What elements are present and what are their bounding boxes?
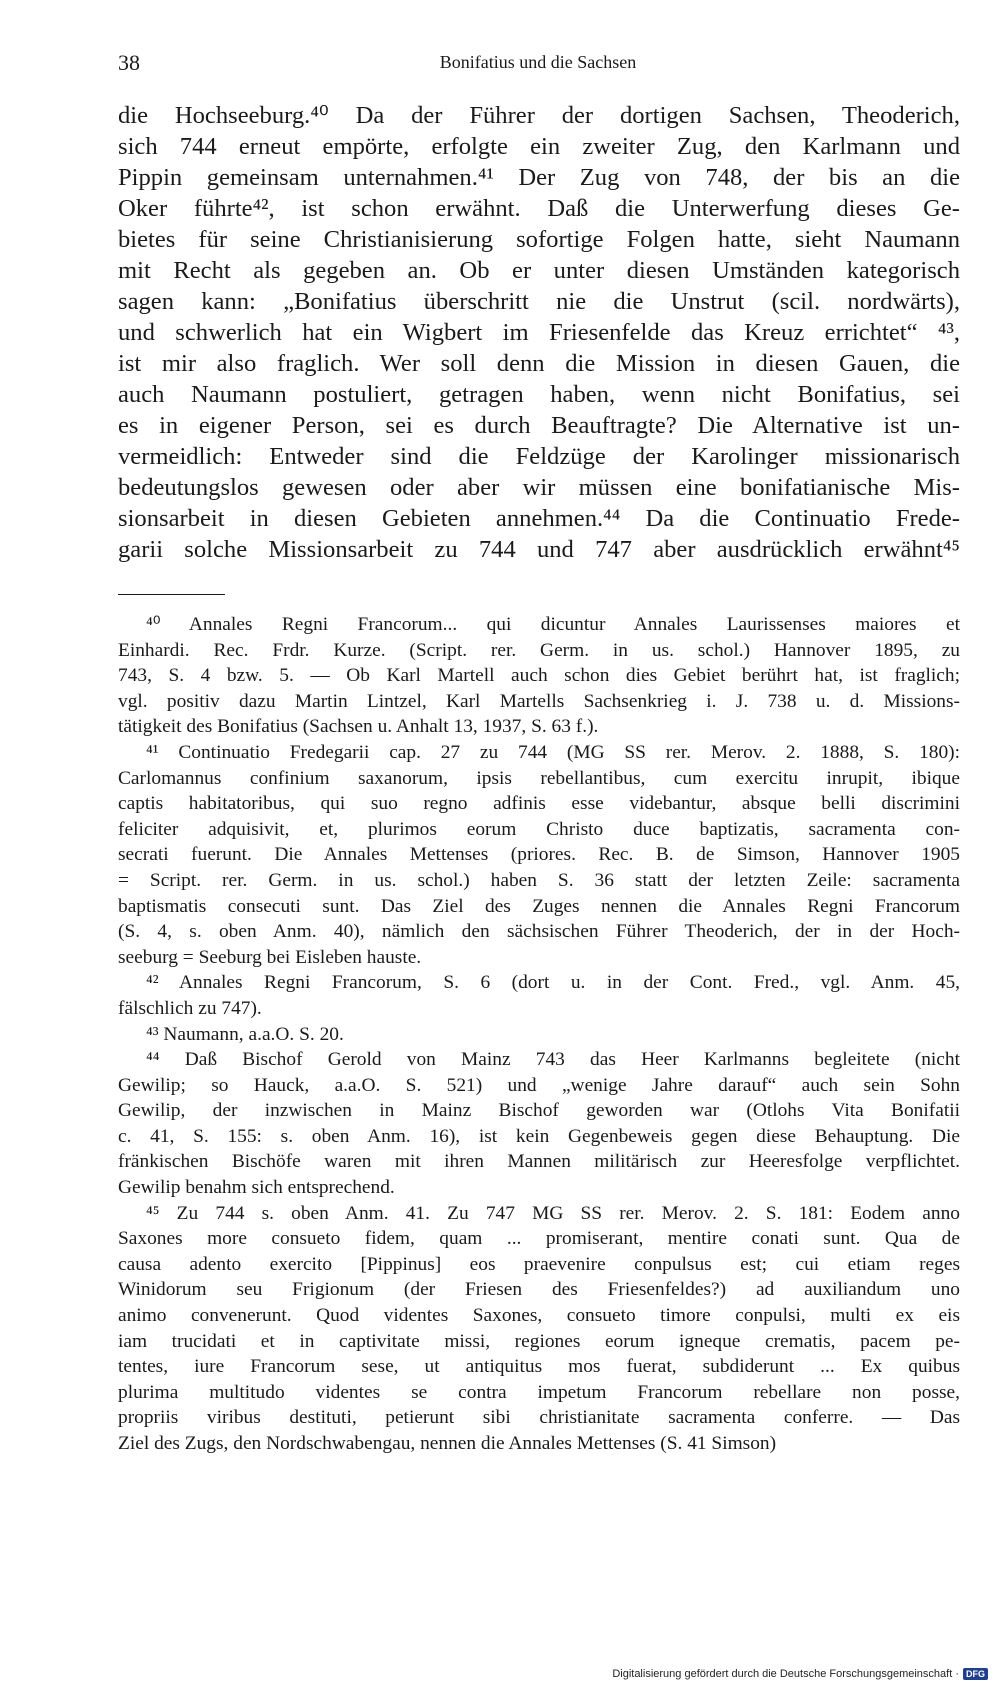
body-line: es in eigener Person, sei es durch Beauftragte? Die Alternative ist un- [118, 412, 960, 439]
footnote-line: ⁴⁴ Daß Bischof Gerold von Mainz 743 das Heer Karlmanns begleitete (nicht [146, 1049, 960, 1071]
body-line: vermeidlich: Entweder sind die Feldzüge der Karolinger missionarisch [118, 443, 960, 470]
footnote-line: c. 41, S. 155: s. oben Anm. 16), ist kein Gegenbeweis gegen diese Behauptung. Die [118, 1125, 960, 1147]
footnote-line: Saxones more consueto fidem, quam ... promiserant, mentire conati sunt. Qua de [118, 1228, 960, 1250]
footnote-line: captis habitatoribus, qui suo regno adfinis esse videbantur, absque belli discrimini [118, 793, 960, 815]
footnote-line: ⁴⁵ Zu 744 s. oben Anm. 41. Zu 747 MG SS rer. Merov. 2. S. 181: Eodem anno [146, 1202, 960, 1224]
footnote-line: Einhardi. Rec. Frdr. Kurze. (Script. rer. Germ. in us. schol.) Hannover 1895, zu [118, 639, 960, 661]
footnote-line: seeburg = Seeburg bei Eisleben hauste. [118, 946, 422, 968]
body-line: Pippin gemeinsam unternahmen.⁴¹ Der Zug von 748, der bis an die [118, 164, 960, 191]
footnote-line: Gewilip benahm sich entsprechend. [118, 1177, 395, 1199]
footnote-line: Gewilip; so Hauck, a.a.O. S. 521) und „wenige Jahre darauf“ auch sein Sohn [118, 1074, 960, 1096]
footnote-line: fälschlich zu 747). [118, 997, 262, 1019]
footnote-line: feliciter adquisivit, et, plurimos eorum Christo duce baptizatis, sacramenta con- [118, 818, 960, 840]
page-number: 38 [118, 50, 140, 75]
footnote-line: secrati fuerunt. Die Annales Mettenses (priores. Rec. B. de Simson, Hannover 1905 [118, 844, 960, 866]
body-line: sionsarbeit in diesen Gebieten annehmen.⁴⁴ Da die Continuatio Frede- [118, 505, 960, 532]
footnote-line: plurima multitudo videntes se contra impetum Francorum rebellare non posse, [118, 1381, 960, 1403]
footnote-line: = Script. rer. Germ. in us. schol.) haben S. 36 statt der letzten Zeile: sacramenta [118, 869, 960, 891]
body-text [118, 100, 960, 565]
page-header [118, 50, 958, 82]
body-line: sich 744 erneut empörte, erfolgte ein zweiter Zug, den Karlmann und [118, 133, 960, 160]
digitization-credit [612, 1668, 988, 1680]
body-line: sagen kann: „Bonifatius überschritt nie die Unstrut (scil. nordwärts), [118, 288, 960, 315]
footnote-line: animo convenerunt. Quod videntes Saxones, consueto timore conpulsi, multi ex eis [118, 1305, 960, 1327]
footnote-divider [118, 594, 225, 595]
footnote-line: Winidorum seu Frigionum (der Friesen des Friesenfeldes?) ad auxiliandum uno [118, 1279, 960, 1301]
footnote-line: fränkischen Bischöfe waren mit ihren Mannen militärisch zur Heeresfolge verpflichtet. [118, 1151, 960, 1173]
footnote-line: Gewilip, der inzwischen in Mainz Bischof geworden war (Otlohs Vita Bonifatii [118, 1100, 960, 1122]
footnote-line: ⁴¹ Continuatio Fredegarii cap. 27 zu 744 (MG SS rer. Merov. 2. 1888, S. 180): [146, 741, 960, 763]
footnote-line: 743, S. 4 bzw. 5. — Ob Karl Martell auch schon dies Gebiet berührt hat, ist fraglich; [118, 665, 960, 687]
footnote-line: vgl. positiv dazu Martin Lintzel, Karl Martells Sachsenkrieg i. J. 738 u. d. Missions- [118, 690, 960, 712]
footnote-line: (S. 4, s. oben Anm. 40), nämlich den sächsischen Führer Theoderich, der in der Hoch- [118, 921, 960, 943]
body-line: die Hochseeburg.⁴⁰ Da der Führer der dortigen Sachsen, Theoderich, [118, 102, 960, 129]
body-line: mit Recht als gegeben an. Ob er unter diesen Umständen kategorisch [118, 257, 960, 284]
footnote-line: Ziel des Zugs, den Nordschwabengau, nennen die Annales Mettenses (S. 41 Simson) [118, 1433, 777, 1454]
footnote-line: iam trucidati et in captivitate missi, regiones eorum igneque crematis, pacem pe- [118, 1330, 960, 1352]
footnote-line: ⁴³ Naumann, a.a.O. S. 20. [146, 1023, 344, 1045]
dfg-logo-icon: DFG [963, 1668, 988, 1680]
footnote-line: baptismatis consecuti sunt. Das Ziel des Zuges nennen die Annales Regni Francorum [118, 895, 960, 917]
body-line: bedeutungslos gewesen oder aber wir müssen eine bonifatianische Mis- [118, 474, 960, 501]
footnote-line: tätigkeit des Bonifatius (Sachsen u. Anhalt 13, 1937, S. 63 f.). [118, 716, 599, 738]
body-line: bietes für seine Christianisierung sofortige Folgen hatte, sieht Naumann [118, 226, 960, 253]
body-line: Oker führte⁴², ist schon erwähnt. Daß die Unterwerfung dieses Ge- [118, 195, 960, 222]
credit-text: Digitalisierung gefördert durch die Deutsche Forschungsgemeinschaft · [612, 1668, 959, 1680]
footnote-line: Carlomannus confinium saxanorum, ipsis rebellantibus, cum exercitu inrupit, ibique [118, 767, 960, 789]
body-line: und schwerlich hat ein Wigbert im Friesenfelde das Kreuz errichtet“ ⁴³, [118, 319, 960, 346]
footnotes [118, 612, 960, 1457]
body-line: garii solche Missionsarbeit zu 744 und 747 aber ausdrücklich erwähnt⁴⁵ [118, 536, 960, 563]
footnote-line: causa adento exercito [Pippinus] eos praevenire conpulsus est; cui etiam reges [118, 1253, 960, 1275]
body-line: auch Naumann postuliert, getragen haben, wenn nicht Bonifatius, sei [118, 381, 960, 408]
running-title: Bonifatius und die Sachsen [439, 52, 637, 72]
footnote-line: propriis viribus destituti, petierunt sibi christianitate sacramenta conferre. — Das [118, 1407, 960, 1429]
footnote-line: ⁴⁰ Annales Regni Francorum... qui dicuntur Annales Laurissenses maiores et [146, 614, 960, 635]
footnote-line: tentes, iure Francorum sese, ut antiquitus mos fuerat, subdiderunt ... Ex quibus [118, 1356, 960, 1378]
body-line: ist mir also fraglich. Wer soll denn die Mission in diesen Gauen, die [118, 350, 960, 377]
footnote-line: ⁴² Annales Regni Francorum, S. 6 (dort u. in der Cont. Fred., vgl. Anm. 45, [146, 972, 960, 994]
